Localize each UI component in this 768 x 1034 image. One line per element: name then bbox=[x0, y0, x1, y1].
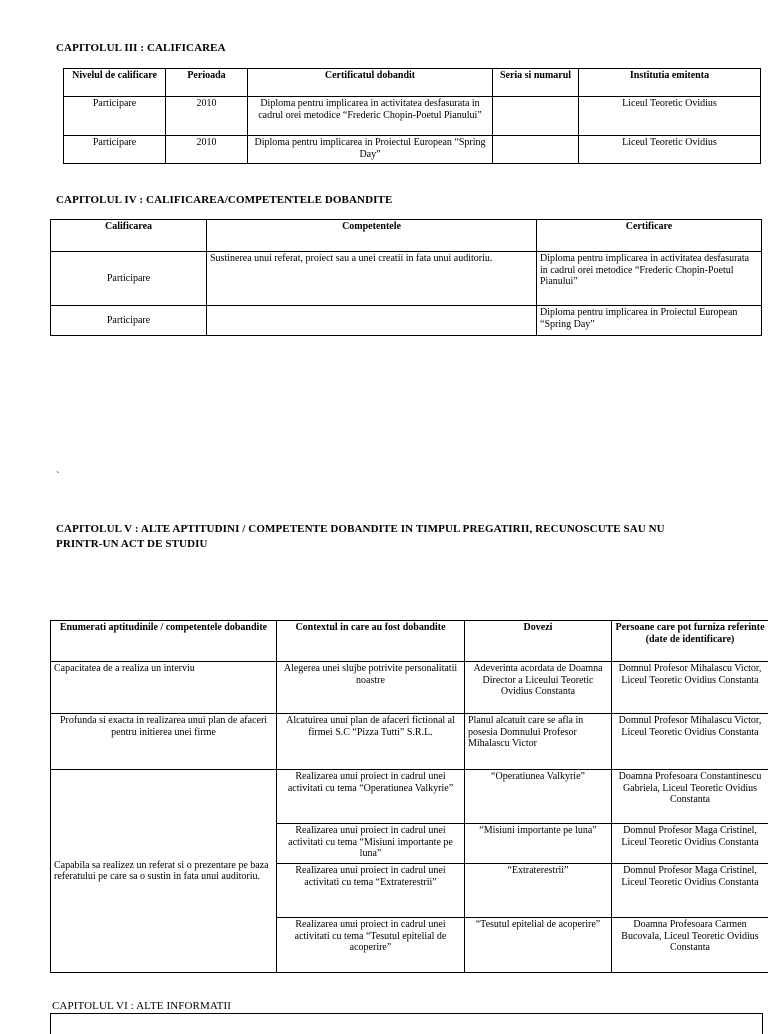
chapter-5-title-line1: CAPITOLUL V : ALTE APTITUDINI / COMPETENTE DOBANDITE IN TIMPUL PREGATIRII, RECUNOSCUTE SAU NU bbox=[56, 522, 665, 536]
header-institution: Institutia emitenta bbox=[579, 69, 761, 97]
cell-level: Participare bbox=[64, 136, 166, 164]
header-qualification: Calificarea bbox=[51, 220, 207, 252]
cell-competences: Sustinerea unui referat, proiect sau a unei creatii in fata unui auditoriu. bbox=[207, 252, 537, 306]
cell-institution: Liceul Teoretic Ovidius bbox=[579, 136, 761, 164]
cell-proof: “Tesutul epitelial de acoperire” bbox=[465, 918, 612, 973]
qualification-table bbox=[63, 68, 761, 164]
table-row bbox=[51, 662, 768, 714]
cell-period: 2010 bbox=[166, 136, 248, 164]
table-header-row bbox=[51, 220, 762, 252]
cell-proof: “Misiuni importante pe luna” bbox=[465, 824, 612, 864]
competences-table bbox=[50, 219, 762, 336]
cell-skill: Capacitatea de a realiza un interviu bbox=[51, 662, 277, 714]
cell-certificate: Diploma pentru implicarea in Proiectul European “Spring Day” bbox=[248, 136, 493, 164]
cell-qualification: Participare bbox=[51, 306, 207, 336]
cell-reference: Domnul Profesor Mihalascu Victor, Liceul Teoretic Ovidius Constanta bbox=[612, 714, 768, 770]
cell-skill-group: Capabila sa realizez un referat si o prezentare pe baza referatului pe care sa o sustin in fata unui auditoriu. bbox=[51, 770, 277, 973]
header-period: Perioada bbox=[166, 69, 248, 97]
header-competences: Competentele bbox=[207, 220, 537, 252]
table-row bbox=[51, 714, 768, 770]
table-row bbox=[51, 252, 762, 306]
cell-context: Alegerea unei slujbe potrivite personalitatii noastre bbox=[277, 662, 465, 714]
cell-reference: Doamna Profesoara Constantinescu Gabriela, Liceul Teoretic Ovidius Constanta bbox=[612, 770, 768, 824]
cell-context: Realizarea unui proiect in cadrul unei activitati cu tema “Misiuni importante pe luna” bbox=[277, 824, 465, 864]
cell-reference: Domnul Profesor Maga Cristinel, Liceul Teoretic Ovidius Constanta bbox=[612, 864, 768, 918]
skills-table bbox=[50, 620, 768, 973]
table-row bbox=[64, 97, 761, 136]
cell-institution: Liceul Teoretic Ovidius bbox=[579, 97, 761, 136]
header-context: Contextul in care au fost dobandite bbox=[277, 621, 465, 662]
table-row bbox=[51, 770, 768, 824]
header-certification: Certificare bbox=[537, 220, 762, 252]
cell-level: Participare bbox=[64, 97, 166, 136]
cell-serial bbox=[493, 97, 579, 136]
header-certificate: Certificatul dobandit bbox=[248, 69, 493, 97]
cell-certification: Diploma pentru implicarea in Proiectul European “Spring Day” bbox=[537, 306, 762, 336]
stray-mark: ` bbox=[56, 470, 60, 482]
cell-serial bbox=[493, 136, 579, 164]
cell-certification: Diploma pentru implicarea in activitatea desfasurata in cadrul orei metodice “Frederic Chopin-Poetul Pianului” bbox=[537, 252, 762, 306]
cell-proof: “Extraterestrii” bbox=[465, 864, 612, 918]
chapter-4-title: CAPITOLUL IV : CALIFICAREA/COMPETENTELE DOBANDITE bbox=[56, 193, 392, 207]
cell-reference: Doamna Profesoara Carmen Bucovala, Liceul Teoretic Ovidius Constanta bbox=[612, 918, 768, 973]
header-skills: Enumerati aptitudinile / competentele dobandite bbox=[51, 621, 277, 662]
header-proof: Dovezi bbox=[465, 621, 612, 662]
cell-context: Alcatuirea unui plan de afaceri fictional al firmei S.C “Pizza Tutti” S.R.L. bbox=[277, 714, 465, 770]
cell-proof: Planul alcatuit care se afla in posesia Domnului Profesor Mihalascu Victor bbox=[465, 714, 612, 770]
cell-proof: Adeverinta acordata de Doamna Director a Liceului Teoretic Ovidius Constanta bbox=[465, 662, 612, 714]
cell-skill: Profunda si exacta in realizarea unui plan de afaceri pentru initierea unei firme bbox=[51, 714, 277, 770]
cell-qualification: Participare bbox=[51, 252, 207, 306]
chapter-3-title: CAPITOLUL III : CALIFICAREA bbox=[56, 41, 226, 55]
cell-competences bbox=[207, 306, 537, 336]
cell-context: Realizarea unui proiect in cadrul unei activitati cu tema “Extraterestrii” bbox=[277, 864, 465, 918]
chapter-5-title-line2: PRINTR-UN ACT DE STUDIU bbox=[56, 537, 208, 551]
cell-period: 2010 bbox=[166, 97, 248, 136]
chapter-6-title: CAPITOLUL VI : ALTE INFORMATII bbox=[52, 999, 231, 1013]
table-row bbox=[51, 306, 762, 336]
cell-reference: Domnul Profesor Maga Cristinel, Liceul Teoretic Ovidius Constanta bbox=[612, 824, 768, 864]
cell-proof: “Operatiunea Valkyrie” bbox=[465, 770, 612, 824]
header-level: Nivelul de calificare bbox=[64, 69, 166, 97]
cell-certificate: Diploma pentru implicarea in activitatea desfasurata in cadrul orei metodice “Frederic Chopin-Poetul Pianului” bbox=[248, 97, 493, 136]
table-row bbox=[64, 136, 761, 164]
header-references: Persoane care pot furniza referinte (date de identificare) bbox=[612, 621, 768, 662]
cell-context: Realizarea unui proiect in cadrul unei activitati cu tema “Operatiunea Valkyrie” bbox=[277, 770, 465, 824]
cell-reference: Domnul Profesor Mihalascu Victor, Liceul Teoretic Ovidius Constanta bbox=[612, 662, 768, 714]
header-serial: Seria si numarul bbox=[493, 69, 579, 97]
table-header-row bbox=[64, 69, 761, 97]
table-header-row bbox=[51, 621, 768, 662]
cell-context: Realizarea unui proiect in cadrul unei activitati cu tema “Tesutul epitelial de acoperire” bbox=[277, 918, 465, 973]
